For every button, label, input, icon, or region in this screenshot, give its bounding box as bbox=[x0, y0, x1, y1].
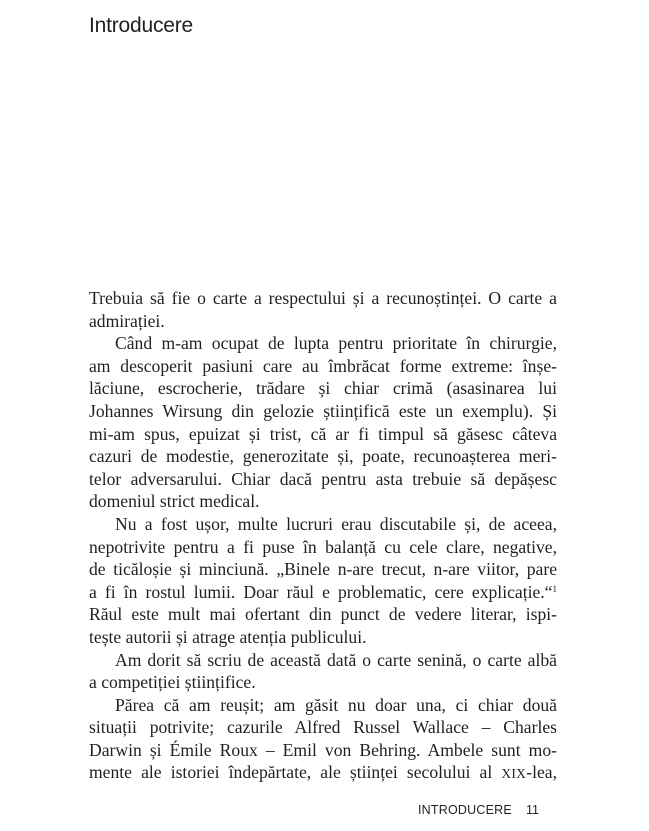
text-line-content: lăciune, escrocherie, trădare și chiar crimă (asasinarea lui bbox=[89, 378, 557, 399]
text-line-content: mente ale istoriei îndepărtate, ale științei secolului al bbox=[89, 762, 502, 783]
text-line-content: admirației. bbox=[89, 310, 165, 331]
text-line bbox=[89, 739, 557, 762]
roman-numeral: XIX bbox=[501, 766, 527, 782]
text-line-content: Trebuia să fie o carte a respectului și a recunoștinței. O carte a bbox=[89, 288, 557, 308]
text-line-content: Johannes Wirsung din gelozie științifică este un exemplu). Și bbox=[89, 400, 557, 421]
text-line bbox=[89, 468, 557, 491]
text-line bbox=[89, 671, 557, 694]
text-line bbox=[89, 310, 557, 333]
text-line bbox=[89, 603, 557, 626]
text-line bbox=[89, 490, 557, 513]
running-footer: INTRODUCERE bbox=[418, 803, 512, 817]
text-line-content: am descoperit pasiuni care au îmbrăcat forme extreme: înșe- bbox=[89, 355, 557, 376]
text-line bbox=[89, 716, 557, 739]
text-line bbox=[89, 558, 557, 581]
text-line-content: Părea că am reușit; am găsit nu doar una, ci chiar două bbox=[115, 694, 557, 715]
page-number: 11 bbox=[526, 803, 539, 817]
text-line bbox=[89, 287, 557, 310]
text-line bbox=[89, 581, 557, 604]
chapter-title: Introducere bbox=[89, 14, 194, 37]
text-line bbox=[89, 536, 557, 559]
text-line bbox=[89, 626, 557, 649]
text-line-content: Darwin și Émile Roux – Emil von Behring. Ambele sunt mo- bbox=[89, 739, 557, 760]
body-text bbox=[89, 287, 557, 784]
text-line bbox=[89, 423, 557, 446]
text-line-content: a competiției științifice. bbox=[89, 672, 256, 693]
text-line-content: domeniul strict medical. bbox=[89, 491, 260, 512]
text-line bbox=[89, 377, 557, 400]
text-line-content: Am dorit să scriu de această dată o carte senină, o carte albă bbox=[115, 649, 557, 670]
text-line-content: nepotrivite pentru a fi puse în balanță cu cele clare, negative, bbox=[89, 536, 557, 557]
text-line-content: mi-am spus, epuizat și trist, că ar fi timpul să găsesc câteva bbox=[89, 423, 557, 444]
text-line-tail: -lea, bbox=[526, 762, 557, 783]
text-line-content: telor adversarului. Chiar dacă pentru asta trebuie să depășesc bbox=[89, 468, 557, 489]
text-line-content: Nu a fost ușor, multe lucruri erau discutabile și, de aceea, bbox=[115, 513, 557, 534]
text-line-content: cazuri de modestie, generozitate și, poate, recunoașterea meri- bbox=[89, 446, 557, 467]
text-line bbox=[89, 445, 557, 468]
text-line-content: de ticăloșie și minciună. „Binele n-are trecut, n-are viitor, pare bbox=[89, 559, 557, 580]
text-line-content: a fi în rostul lumii. Doar răul e problematic, cere explicație.“ bbox=[89, 581, 553, 602]
text-line bbox=[89, 761, 557, 784]
text-line-content: tește autorii și atrage atenția publicului. bbox=[89, 626, 367, 647]
text-line-content: Răul este mult mai ofertant din punct de vedere literar, ispi- bbox=[89, 604, 557, 625]
text-line bbox=[89, 694, 557, 717]
text-line-content: Când m-am ocupat de lupta pentru prioritate în chirurgie, bbox=[115, 333, 557, 354]
text-line bbox=[89, 332, 557, 355]
footnote-marker[interactable]: 1 bbox=[552, 583, 557, 594]
text-line-content: situații potrivite; cazurile Alfred Russel Wallace – Charles bbox=[89, 717, 557, 738]
text-line bbox=[89, 649, 557, 672]
text-line bbox=[89, 355, 557, 378]
text-line bbox=[89, 400, 557, 423]
text-line bbox=[89, 513, 557, 536]
